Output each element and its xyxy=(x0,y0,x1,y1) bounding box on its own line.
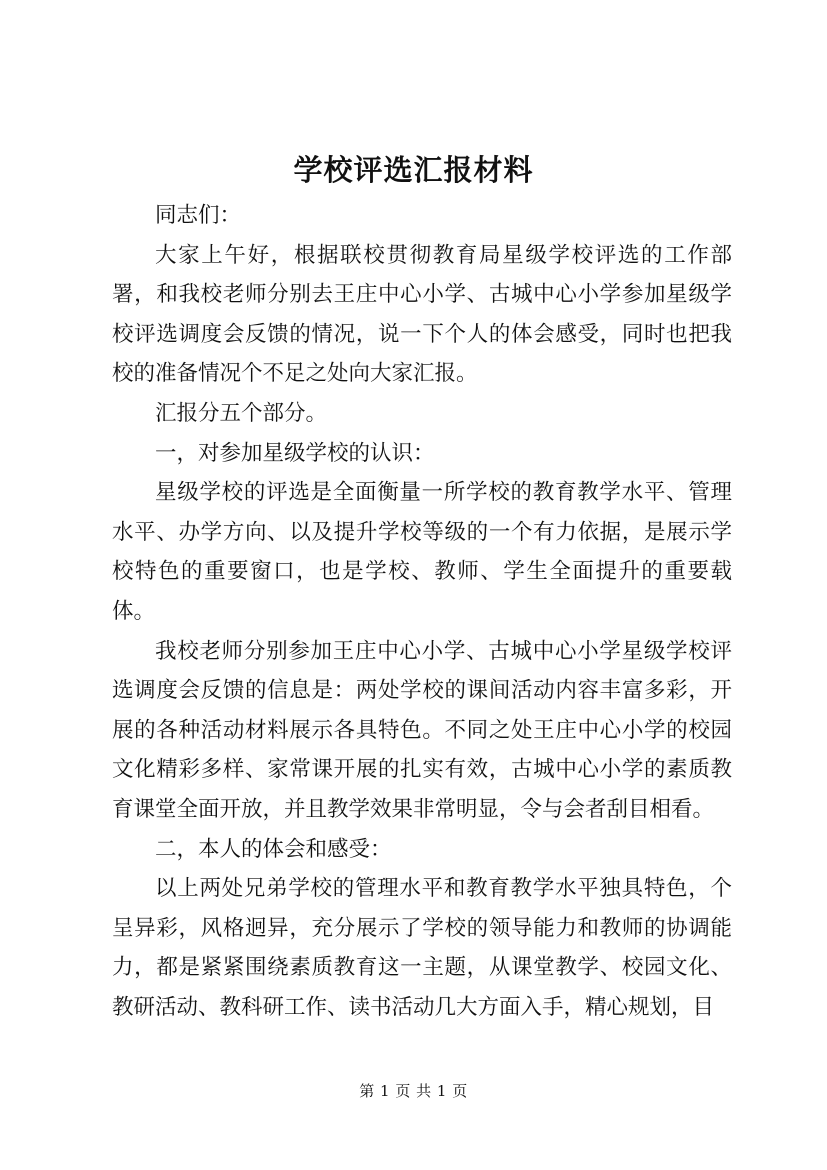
paragraph-intro: 大家上午好，根据联校贯彻教育局星级学校评选的工作部署，和我校老师分别去王庄中心小学、古城中心小学参加星级学校评选调度会反馈的情况，说一下个人的体会感受，同时也把我校的准备情况个不足之处向大家汇报。 xyxy=(112,242,732,387)
section-heading-1: 一，对参加星级学校的认识： xyxy=(155,440,435,466)
paragraph-greeting: 同志们： xyxy=(155,203,242,228)
paragraph-section-1-b: 我校老师分别参加王庄中心小学、古城中心小学星级学校评选调度会反馈的信息是：两处学校的课间活动内容丰富多彩，开展的各种活动材料展示各具特色。不同之处王庄中心小学的校园文化精彩多样、家常课开展的扎实有效，古城中心小学的素质教育课堂全面开放，并且教学效果非常明显，令与会者刮目相看。 xyxy=(112,638,732,822)
paragraph-outline: 汇报分五个部分。 xyxy=(155,400,328,426)
paragraph-section-1-a: 星级学校的评选是全面衡量一所学校的教育教学水平、管理水平、办学方向、以及提升学校等级的一个有力依据，是展示学校特色的重要窗口，也是学校、教师、学生全面提升的重要载体。 xyxy=(112,480,732,624)
paragraph-section-2-a: 以上两处兄弟学校的管理水平和教育教学水平独具特色，个呈异彩，风格迥异，充分展示了学校的领导能力和教师的协调能力，都是紧紧围绕素质教育这一主题，从课堂教学、校园文化、教研活动、教科研工作、读书活动几大方面入手，精心规划，目 xyxy=(112,876,732,1020)
document-title: 学校评选汇报材料 xyxy=(293,153,534,187)
section-heading-2: 二，本人的体会和感受： xyxy=(155,836,392,862)
document-body xyxy=(112,196,732,1027)
page-footer: 第 1 页 共 1 页 xyxy=(359,1082,468,1100)
